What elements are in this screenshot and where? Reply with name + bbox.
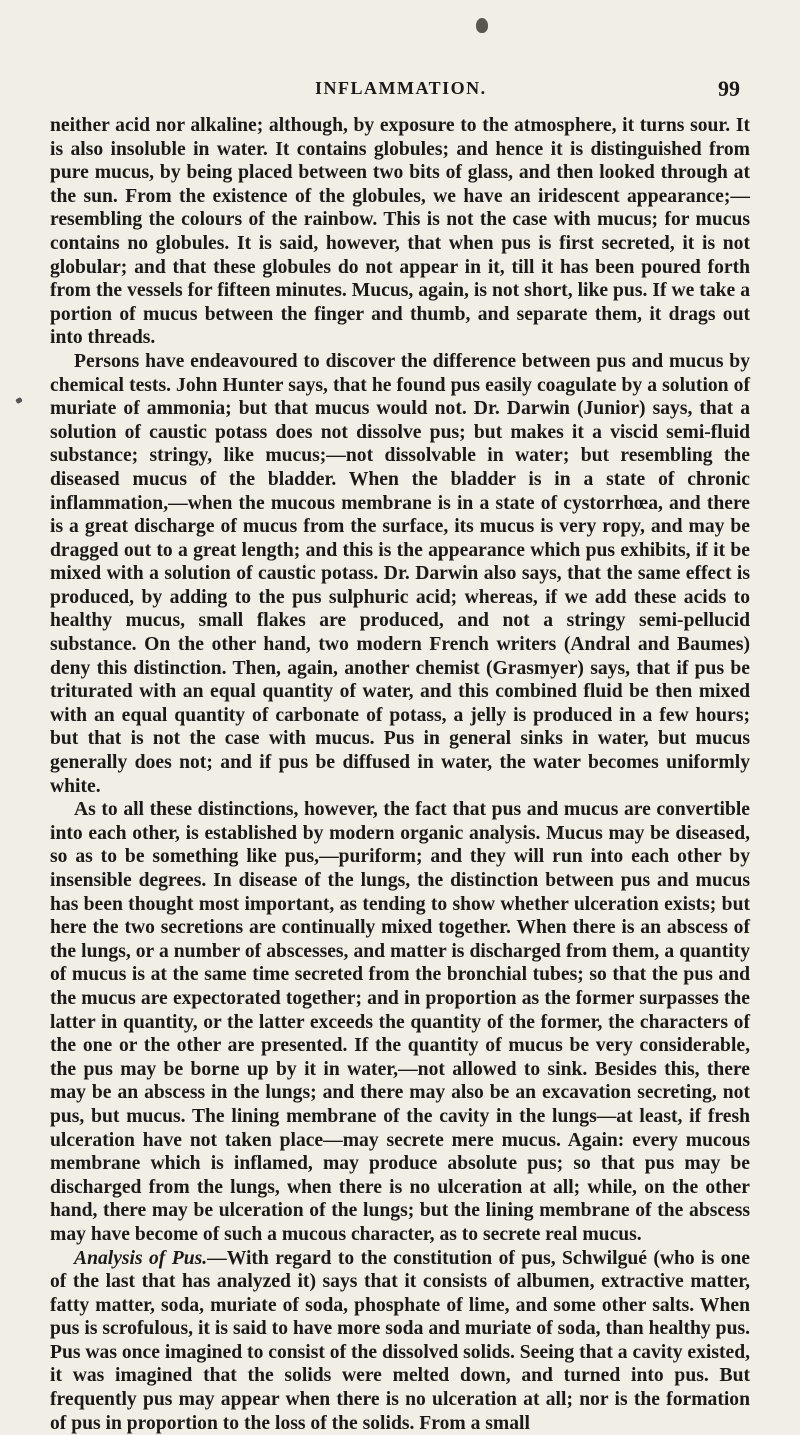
paragraph-chemical-tests: Persons have endeavoured to discover the difference between pus and mucus by chemical tests. John Hunter says, that he found pus easily coagulate by a solution of muriate of ammonia; but that mucus would not. Dr. Darwin (Junior) says, that a solution of caustic potass does not dissolve pus; but makes it a viscid semi-fluid substance; stringy, like mucus;—not dissolvable in water; but resembling the diseased mucus of the bladder. When the bladder is in a state of chronic inflammation,—when the mucous membrane is in a state of cystorrhœa, and there is a great discharge of mucus from the surface, its mucus is very ropy, and may be dragged out to a great length; and this is the appearance which pus exhibits, if it be mixed with a solution of caustic potass. Dr. Darwin also says, that the same effect is produced, by adding to the pus sulphuric acid; whereas, if we add these acids to healthy mucus, small flakes are produced, and not a stringy semi-pellucid substance. On the other hand, two modern French writers (Andral and Baumes) deny this distinction. Then, again, another chemist (Grasmyer) says, that if pus be triturated with an equal quantity of water, and this combined fluid be then mixed with an equal quantity of carbonate of potass, a jelly is produced in a few hours; but that is not the case with mucus. Pus in general sinks in water, but mucus generally does not; and if pus be diffused in water, the water becomes uniformly white. — [50, 350, 750, 798]
ink-blot — [476, 18, 488, 33]
page-header — [0, 78, 800, 108]
margin-mark — [15, 397, 23, 404]
section-heading: Analysis of Pus. — [74, 1248, 207, 1269]
paragraph-analysis-text: —With regard to the constitution of pus, Schwilgué (who is one of the last that has analyzed it) says that it consists of albumen, extractive matter, fatty matter, soda, muriate of soda, phosphate of lime, and some other salts. When pus is scrofulous, it is said to have more soda and muriate of soda, than healthy pus. Pus was once imagined to consist of the dissolved solids. Seeing that a cavity existed, it was imagined that the solids were melted down, and turned into pus. But frequently pus may appear when there is no ulceration at all; nor is the formation of pus in proportion to the loss of the solids. From a small — [50, 1248, 750, 1434]
paragraph-distinctions: As to all these distinctions, however, the fact that pus and mucus are convertible into each other, is established by modern organic analysis. Mucus may be diseased, so as to be something like pus,—puriform; and they will run into each other by insensible degrees. In disease of the lungs, the distinction between pus and mucus has been thought most important, as tending to show whether ulceration exists; but here the two secretions are continually mixed together. When there is an abscess of the lungs, or a number of abscesses, and matter is discharged from them, a quantity of mucus is at the same time secreted from the bronchial tubes; so that the pus and the mucus are expectorated together; and in proportion as the former surpasses the latter in quantity, or the latter exceeds the quantity of the former, the characters of the one or the other are presented. If the quantity of mucus be very considerable, the pus may be borne up by it in water,—not allowed to sink. Besides this, there may be an abscess in the lungs; and there may also be an excavation secreting, not pus, but mucus. The lining membrane of the cavity in the lungs—at least, if fresh ulceration have not taken place—may secrete mere mucus. Again: every mucous membrane which is inflamed, may produce absolute pus; so that pus may be discharged from the lungs, when there is no ulceration at all; while, on the other hand, there may be ulceration of the lungs; but the lining membrane of the abscess may have become of such a mucous character, as to secrete real mucus. — [50, 798, 750, 1246]
running-title: INFLAMMATION. — [315, 78, 487, 99]
paragraph-analysis — [50, 1247, 750, 1435]
body-text — [50, 114, 750, 1435]
page-number: 99 — [718, 76, 740, 102]
paragraph-continued: neither acid nor alkaline; although, by exposure to the atmosphere, it turns sour. It is also insoluble in water. It contains globules; and hence it is distinguished from pure mucus, by being placed between two bits of glass, and then looked through at the sun. From the existence of the globules, we have an iridescent appearance;—resembling the colours of the rainbow. This is not the case with mucus; for mucus contains no globules. It is said, however, that when pus is first secreted, it is not globular; and that these globules do not appear in it, till it has been poured forth from the vessels for fifteen minutes. Mucus, again, is not short, like pus. If we take a portion of mucus between the finger and thumb, and separate them, it drags out into threads. — [50, 114, 750, 350]
